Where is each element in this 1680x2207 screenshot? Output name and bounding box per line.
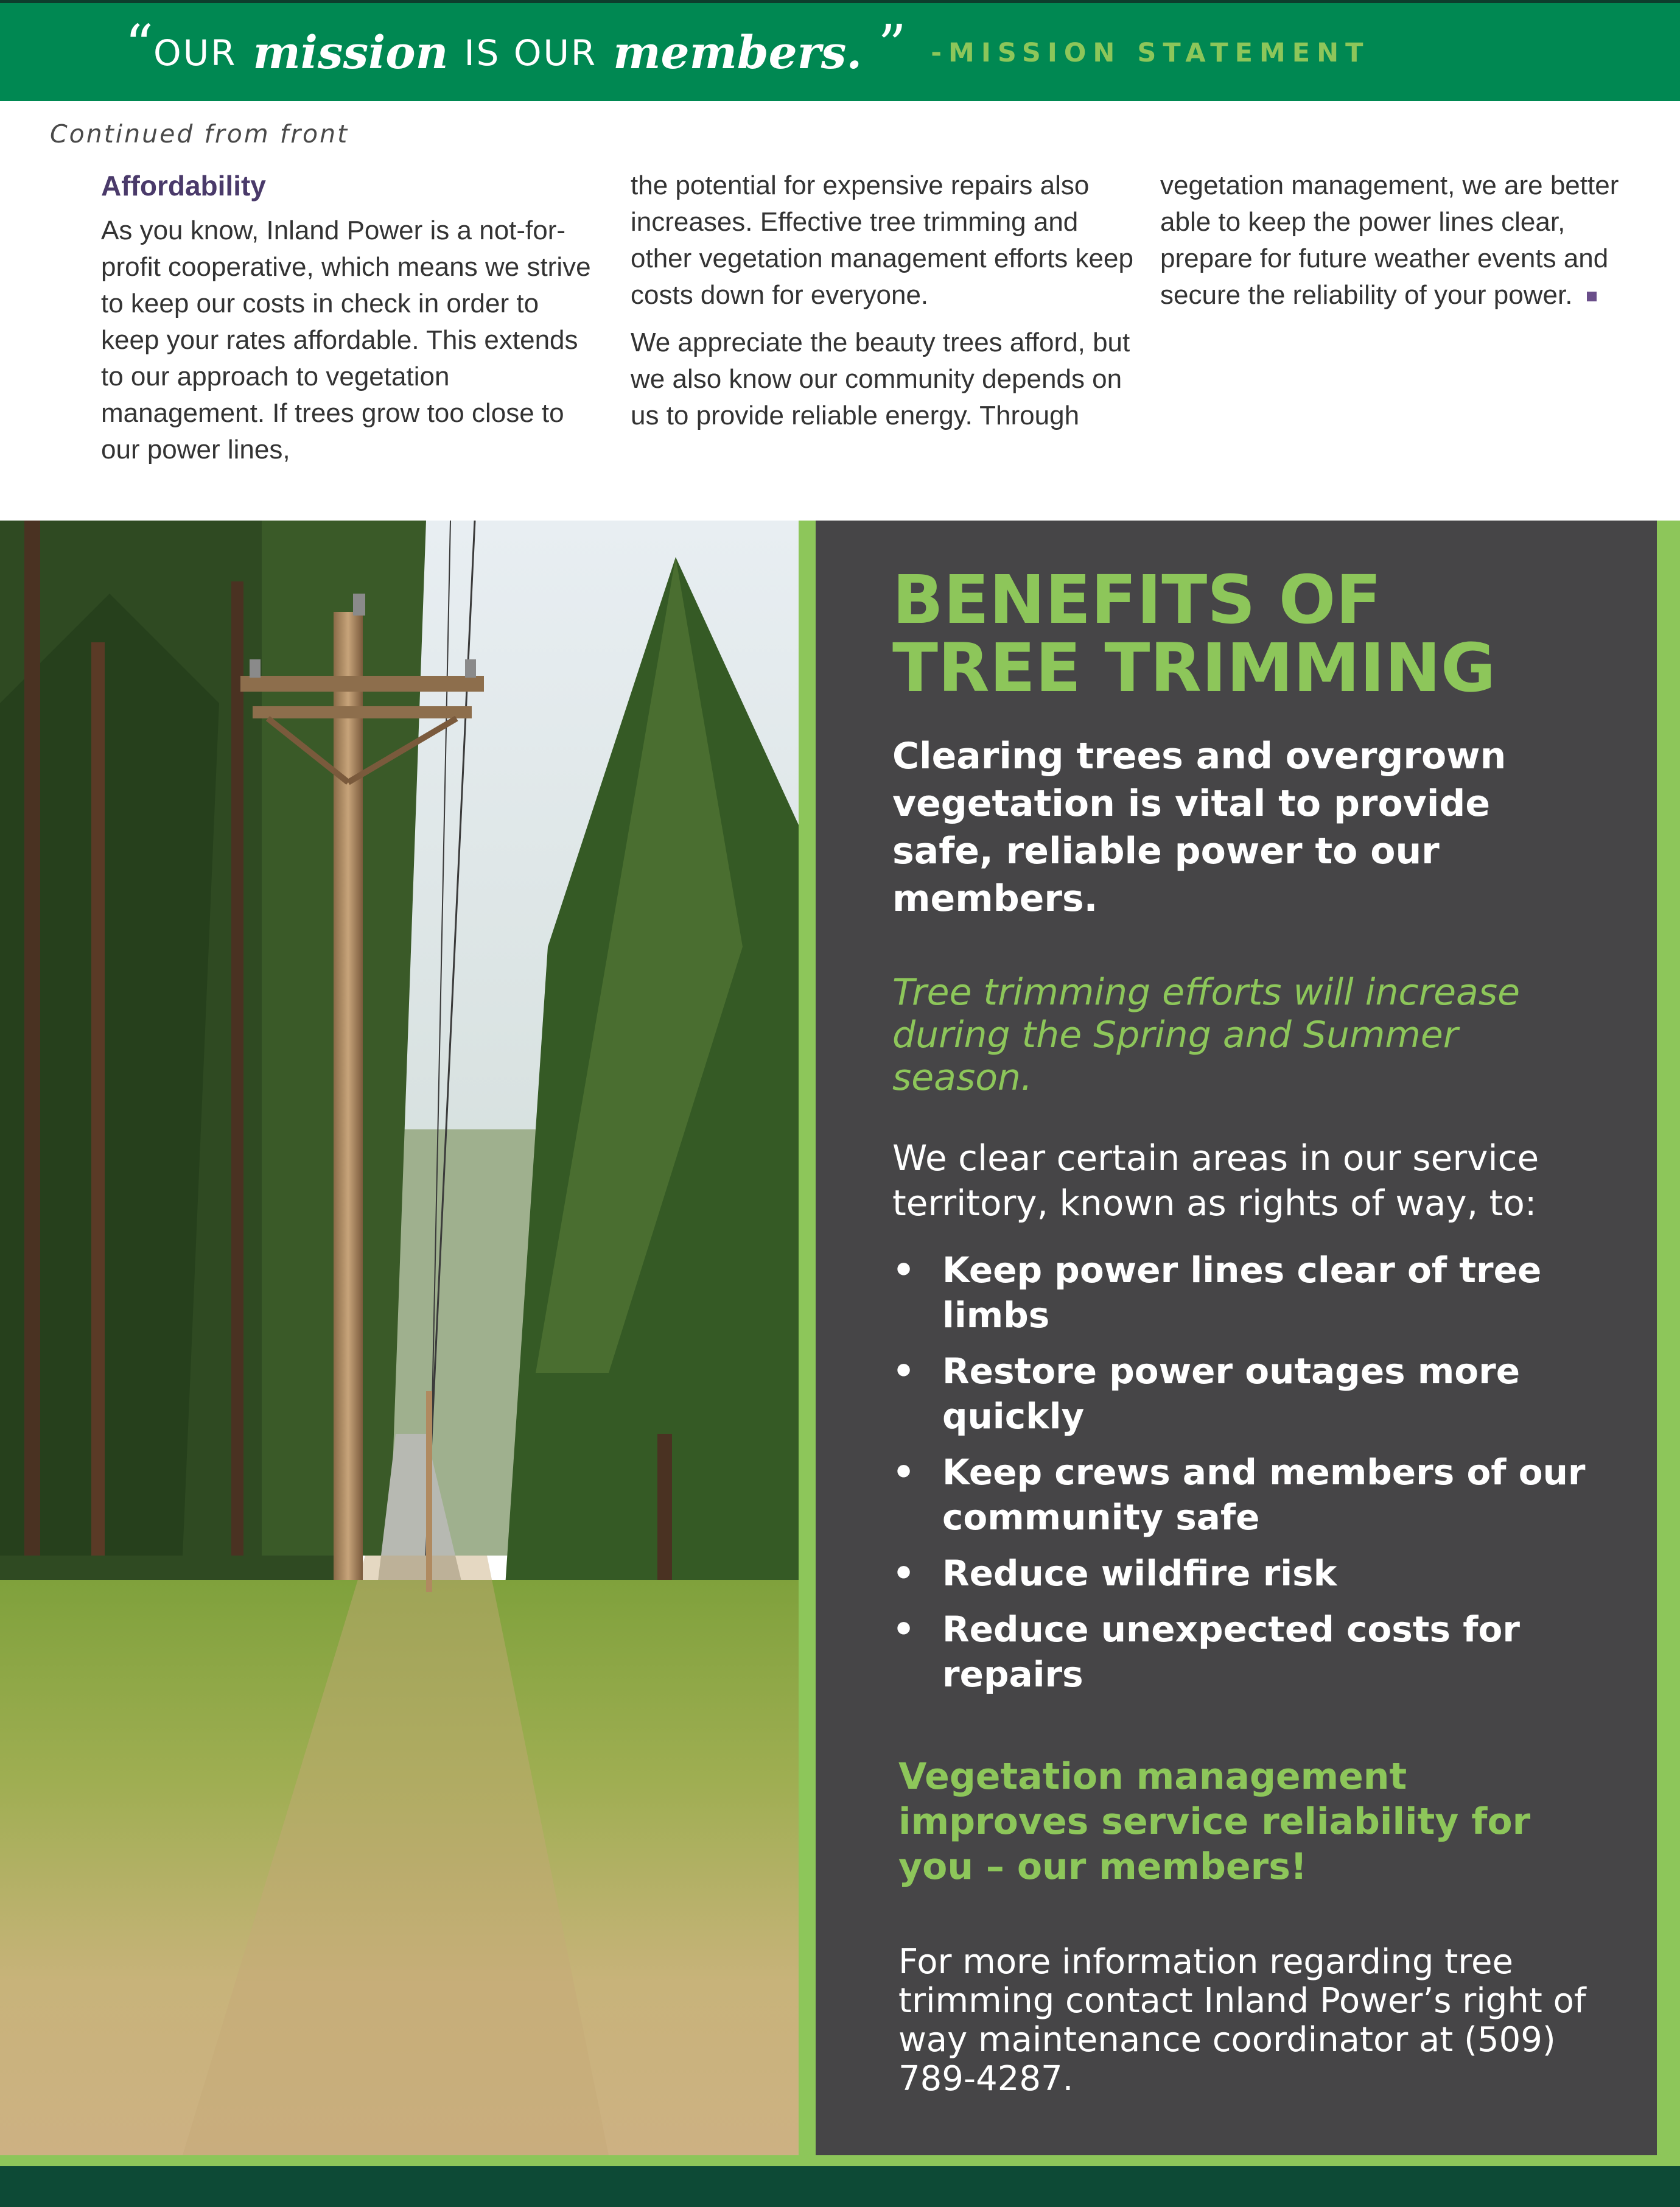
article-paragraph-4-wrap (1160, 167, 1659, 314)
benefits-panel (816, 521, 1657, 2155)
article-paragraph-1: As you know, Inland Power is a not-for-profit cooperative, which means we strive to keep our costs in check in order to keep your rates affordable. This extends to our approach to vegetation management. If trees grow too close to our power lines, (101, 216, 591, 465)
benefits-title-line-1: BENEFITS OF (892, 561, 1382, 639)
end-mark-icon (1587, 292, 1597, 301)
article-paragraph-4: vegetation management, we are better able to keep the power lines clear, prepare for future weather events and secure the reliability of your power. (1160, 170, 1619, 310)
mission-script-mission: mission (253, 27, 449, 79)
benefits-list (892, 1247, 1608, 1697)
benefit-item: • Restore power outages more quickly (892, 1349, 1612, 1439)
benefits-title (892, 561, 1608, 707)
footer-green-stripe (0, 2155, 1680, 2166)
mission-script-members: members. (613, 27, 863, 79)
affordability-heading: Affordability (101, 170, 266, 202)
benefit-item: • Reduce wildfire risk (892, 1551, 1612, 1596)
benefit-item: • Keep crews and members of our community safe (892, 1450, 1612, 1540)
continued-from-front: Continued from front (50, 119, 349, 149)
rights-of-way-intro: We clear certain areas in our service territory, known as rights of way, to: (892, 1137, 1539, 1224)
mission-statement (125, 13, 1370, 89)
benefit-item: • Keep power lines clear of tree limbs (892, 1247, 1612, 1338)
benefits-tagline: Vegetation management improves service reliability for you – our members! (898, 1755, 1531, 1888)
power-pole-photo (0, 521, 799, 2155)
mission-attribution: -MISSION STATEMENT (931, 38, 1370, 68)
footer-bar (0, 2166, 1680, 2207)
article-paragraph-3: We appreciate the beauty trees afford, but we also know our community depends on us to provide reliable energy. Through (631, 328, 1130, 430)
article-paragraph-2: the potential for expensive repairs also increases. Effective tree trimming and other vegetation management efforts keep costs down for everyone. (631, 170, 1133, 310)
contact-info: For more information regarding tree trimming contact Inland Power’s right of way maintenance coordinator at (509) 789-4287. (898, 1942, 1586, 2099)
mission-word-our: OUR (153, 32, 237, 74)
benefit-item: • Reduce unexpected costs for repairs (892, 1607, 1612, 1697)
season-note: Tree trimming efforts will increase during the Spring and Summer season. (892, 971, 1520, 1099)
close-quote: ” (878, 13, 907, 78)
mission-banner (0, 0, 1680, 101)
open-quote: “ (125, 13, 154, 78)
mission-word-is-our: IS OUR (464, 32, 598, 74)
benefits-lead: Clearing trees and overgrown vegetation is vital to provide safe, reliable power to our members. (892, 735, 1507, 920)
article-column-3 (1160, 167, 1659, 325)
article-column-1 (101, 167, 600, 479)
benefits-title-line-2: TREE TRIMMING (892, 629, 1496, 707)
article-column-2 (631, 167, 1142, 445)
